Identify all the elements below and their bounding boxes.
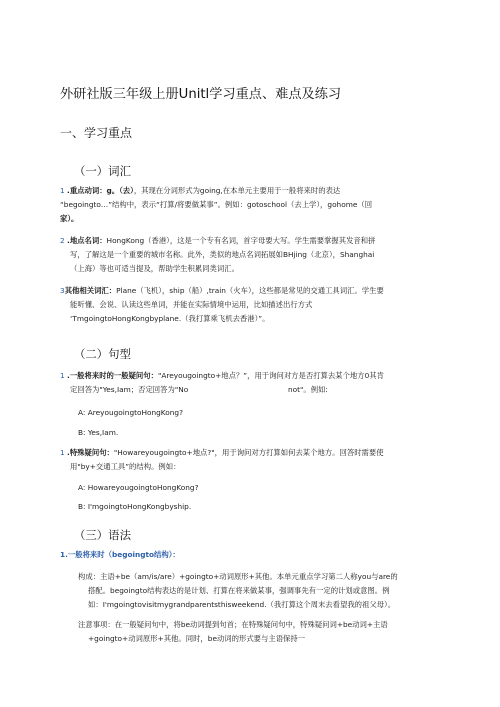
grammar-line-1: 构成：主语+be（am/is/are）+goingto+动词原形+其他。本单元重点学习第二人称you与are的 — [78, 572, 398, 581]
vocab-item-3-line-3: ‘TmgoingtoHongKongbyplane.（我打算乘飞机去香港）”。 — [70, 314, 270, 323]
vocab-item-1-line-1: 1 .重点动词：g。（去），其现在分词形式为going,在本单元主要用于一般将来时的表达 — [60, 186, 341, 195]
sentence-item-1-line-2a: 定回答为"Yes,Iam；否定回答为"No — [70, 385, 189, 394]
sentence-item-2-example-b: B: I'mgoingtoHongKongbyship. — [78, 502, 192, 511]
vocab-item-1-line-3: 家）。 — [60, 214, 79, 223]
grammar-item-1-label: 1.一般将来时（begoingto结构）： — [60, 550, 180, 559]
document-title: 外研社版三年级上册Unitl学习重点、难点及练习 — [60, 87, 342, 102]
vocab-item-2-line-3: （上海）等也可适当提及，帮助学生积累同类词汇。 — [70, 264, 239, 273]
grammar-line-4: 注意事项：在一般疑问句中，将be动词提到句首；在特殊疑问句中，特殊疑问词+be动词+主语 — [78, 620, 388, 629]
sentence-item-1-line-1: 1 .一般将来时的一般疑问句："Areyougoingto+地点？”，用于询问对方是否打算去某个地方0其肯 — [60, 371, 384, 380]
vocab-item-3-line-1: 3其他相关词汇：Plane（飞机），ship（船）,train（火车），这些都是常见的交通工具词汇。学生要 — [60, 286, 384, 295]
vocab-item-2-line-2: 写，了解这是一个重要的城市名称。此外，类似的地点名词拓展如BHjing（北京），Shanghai — [70, 250, 375, 259]
subheading-vocabulary: （一）词汇 — [74, 164, 131, 178]
sentence-item-2-line-1: 1 .特殊疑问句："Howareyougoingto+地点?"，用于询问对方打算如何去某个地方。回答时需要使 — [60, 448, 384, 457]
grammar-line-3: 如：I'mgoingtovisitmygrandparentsthisweekend.（我打算这个周末去看望我的祖父母）。 — [88, 600, 396, 609]
grammar-line-5: +goingto+动词原形+其他。同时，be动词的形式要与主语保持一 — [88, 634, 306, 643]
section-heading-key-points: 一、学习重点 — [60, 126, 133, 140]
subheading-sentence-patterns: （二）句型 — [74, 347, 131, 361]
vocab-item-2-line-1: 2 .地点名词：HongKong（香港），这是一个专有名词，首字母要大写。学生需要掌握其发音和拼 — [60, 236, 376, 245]
vocab-item-1-line-2: “begoingto…”结构中，表示“打算/将要做某事”。例如：gotoschool（去上学），gohome（回 — [60, 200, 373, 209]
subheading-grammar: （三）语法 — [74, 528, 131, 542]
sentence-item-1-example-a: A: AreyougoingtoHongKong? — [78, 408, 183, 417]
vocab-item-3-line-2: 能听懂、会说、认读这些单词，并能在实际情境中运用，比如描述出行方式 — [70, 300, 313, 309]
sentence-item-1-example-b: B: Yes,Iam. — [78, 428, 119, 437]
grammar-line-2: 搭配。begoingto结构表达的是计划、打算在将来做某事，强调事先有一定的计划或意图。例 — [88, 586, 390, 595]
sentence-item-2-example-a: A: HowareyougoingtoHongKong? — [78, 483, 199, 492]
sentence-item-1-line-2b: not"。例如: — [288, 385, 328, 394]
sentence-item-2-line-2: 用"by+交通工具”的结构。例如： — [70, 462, 181, 471]
